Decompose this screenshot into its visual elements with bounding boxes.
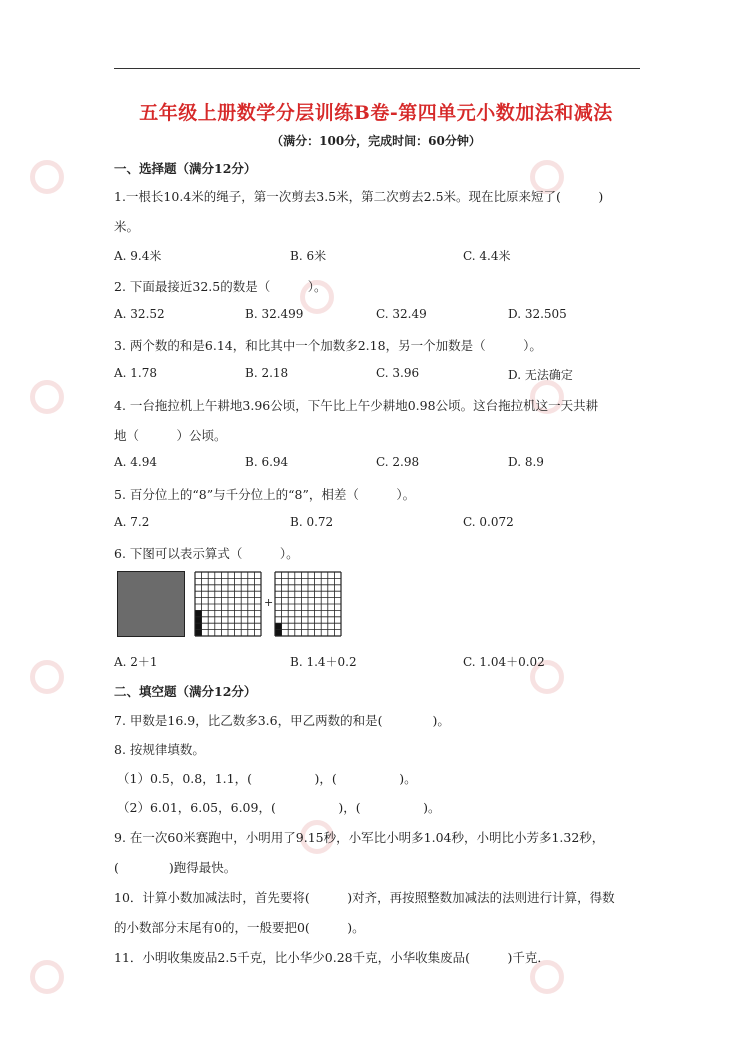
option-a: A. 7.2	[114, 515, 150, 529]
question-text: 10．计算小数加减法时，首先要将( )对齐，再按照整数加减法的法则进行计算，得数	[114, 890, 615, 905]
option-a: A. 4.94	[114, 455, 158, 469]
option-d: D. 8.9	[508, 455, 544, 469]
shaded-cell	[195, 630, 202, 636]
option-c: C. 3.96	[376, 366, 420, 380]
option-b: B. 32.499	[245, 307, 304, 321]
shaded-cell	[195, 617, 202, 623]
option-b: B. 1.4＋0.2	[290, 655, 357, 669]
section-heading: 一、选择题（满分12分）	[114, 161, 257, 176]
page-title: 五年级上册数学分层训练B卷-第四单元小数加法和减法	[139, 102, 613, 124]
question-text: 的小数部分末尾有0的，一般要把0( )。	[114, 920, 365, 935]
option-b: B. 2.18	[245, 366, 289, 380]
question-text: 2. 下面最接近32.5的数是（ ）。	[114, 279, 327, 294]
hundred-grid-figure-1	[194, 571, 262, 637]
hundred-grid-figure-2	[274, 571, 342, 637]
question-text: ( )跑得最快。	[114, 860, 237, 875]
question-text: 9. 在一次60米赛跑中，小明用了9.15秒，小军比小明多1.04秒，小明比小芳多1.32秒，	[114, 830, 605, 845]
option-b: B. 6米	[290, 249, 327, 263]
option-d: D. 无法确定	[508, 368, 573, 382]
question-text: （1）0.5，0.8，1.1，( )，( )。	[117, 771, 417, 786]
full-square-figure	[117, 571, 185, 637]
option-a: A. 9.4米	[114, 249, 162, 263]
question-text: 5. 百分位上的“8”与千分位上的“8”，相差（ ）。	[114, 487, 416, 502]
shaded-cell	[275, 623, 282, 629]
shaded-cell	[275, 630, 282, 636]
question-text: 11．小明收集废品2.5千克，比小华少0.28千克，小华收集废品( )千克．	[114, 950, 550, 965]
plus-sign: +	[264, 596, 274, 609]
question-text: 米。	[114, 219, 140, 234]
shaded-cell	[195, 623, 202, 629]
option-b: B. 6.94	[245, 455, 289, 469]
question-text: 地（ ）公顷。	[114, 428, 227, 443]
question-text: 1.一根长10.4米的绳子，第一次剪去3.5米，第二次剪去2.5米。现在比原来短了( )	[114, 189, 604, 204]
question-text: 6. 下图可以表示算式（ ）。	[114, 546, 299, 561]
question-text: （2）6.01，6.05，6.09，( )，( )。	[117, 800, 441, 815]
option-c: C. 4.4米	[463, 249, 511, 263]
option-d: D. 32.505	[508, 307, 567, 321]
question-text: 7. 甲数是16.9，比乙数多3.6，甲乙两数的和是( )。	[114, 713, 450, 728]
option-c: C. 2.98	[376, 455, 420, 469]
question-text: 8. 按规律填数。	[114, 742, 205, 757]
section-heading: 二、填空题（满分12分）	[114, 684, 257, 699]
question-text: 3. 两个数的和是6.14，和比其中一个加数多2.18，另一个加数是（ ）。	[114, 338, 542, 353]
header-rule	[114, 68, 640, 69]
option-a: A. 1.78	[114, 366, 158, 380]
option-c: C. 1.04＋0.02	[463, 655, 545, 669]
option-c: C. 0.072	[463, 515, 514, 529]
option-a: A. 2＋1	[114, 655, 158, 669]
page-subtitle: （满分：100分，完成时间：60分钟）	[271, 134, 481, 148]
option-c: C. 32.49	[376, 307, 427, 321]
question-text: 4. 一台拖拉机上午耕地3.96公顷，下午比上午少耕地0.98公顷。这台拖拉机这一天共耕	[114, 398, 599, 413]
shaded-cell	[195, 610, 202, 616]
option-a: A. 32.52	[114, 307, 165, 321]
option-b: B. 0.72	[290, 515, 334, 529]
